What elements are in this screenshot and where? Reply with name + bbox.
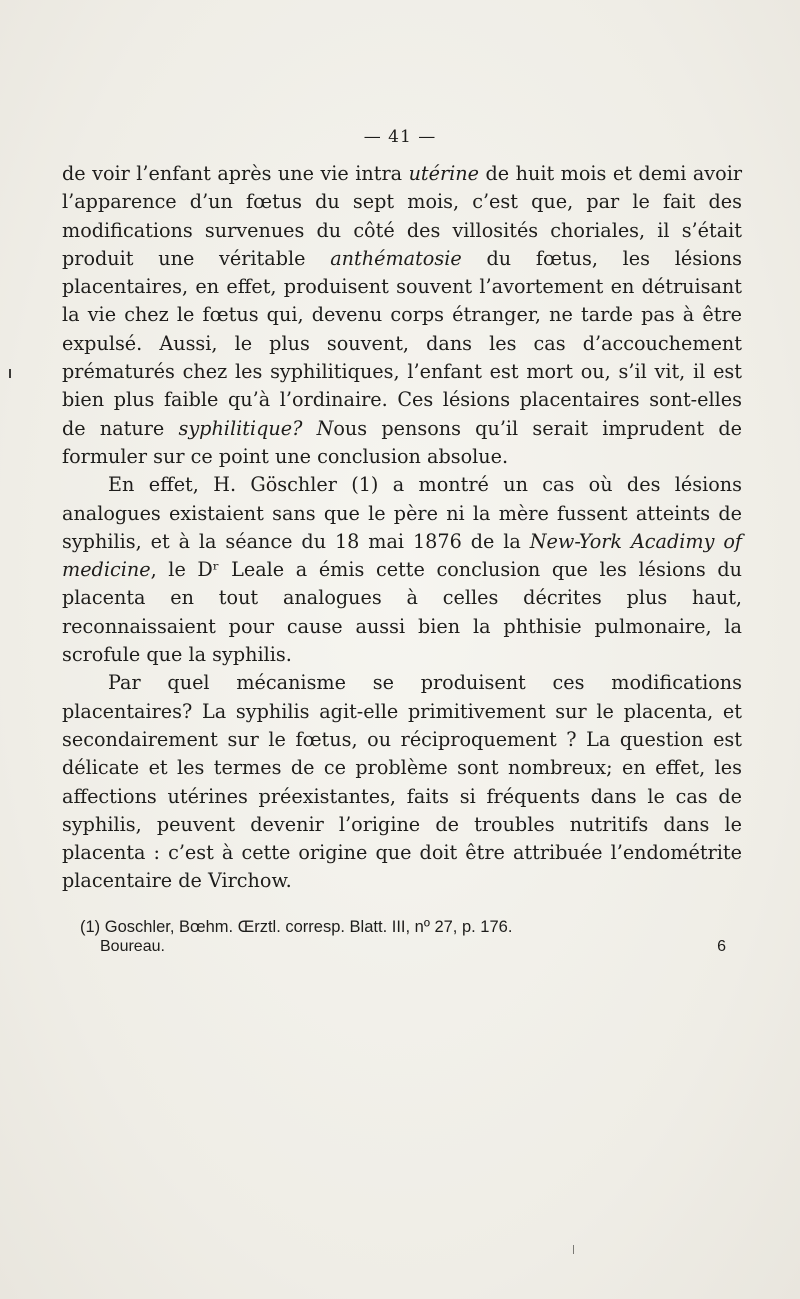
margin-mark: [9, 369, 11, 378]
paragraph-3: Par quel mécanisme se produisent ces modifications placentaires? La syphilis agit-elle primitivement sur le placenta, et secondairement sur le fœtus, ou réciproquement ? La question est délicate et les termes de ce problème sont nombreux; en effet, les affections utérines préexistantes, faits si fréquents dans le cas de syphilis, peuvent devenir l’origine de troubles nutritifs dans le placenta : c’est à cette origine que doit être attribuée l’endométrite placentaire de Virchow.: [62, 671, 742, 893]
p2-text-a: En effet, H. Göschler (1) a montré un cas où des lésions analogues existaient sans que le père ni la mère fussent atteints de syphilis, et à la séance du 18 mai 1876 de la: [62, 473, 742, 553]
p2-text-b: , le Dʳ Leale a émis cette conclusion que les lésions du placenta en tout analogues à celles décrites plus haut, reconnaissaient pour cause aussi bien la phthisie pulmonaire, la scrofule que la syphilis.: [62, 558, 742, 667]
p1-emphasis-anthematosie: anthématosie: [330, 246, 462, 270]
paragraph-1: [62, 160, 742, 471]
printer-signature: Boureau.: [100, 938, 165, 955]
p1-text-d: ous pensons qu’il serait imprudent de formuler sur ce point une conclusion absolue.: [62, 416, 743, 468]
p1-text-a: de voir l’enfant après une vie intra: [62, 162, 409, 185]
footnote: (1) Goschler, Bœhm. Œrztl. corresp. Blatt. III, nº 27, p. 176.: [80, 918, 513, 936]
p1-emphasis-syphilitique: syphilitique? N: [178, 416, 334, 440]
signature-number: 6: [717, 938, 726, 955]
body-text: [62, 160, 742, 896]
paper-speck: [573, 1245, 574, 1254]
p1-emphasis-uterine: utérine: [408, 162, 480, 185]
paragraph-2: [62, 471, 742, 669]
p2-emphasis-academy: New-York Acadimy of medicine: [62, 529, 743, 582]
page-number: — 41 —: [363, 127, 437, 147]
p1-text-c: du fœtus, les lésions placentaires, en effet, produisent souvent l’avortement en détruisant la vie chez le fœtus qui, devenu corps étranger, ne tarde pas à être expulsé. Aussi, le plus souvent, dans les cas d’accouchement prématurés chez les syphilitiques, l’enfant est mort ou, s’il vit, il est bien plus faible qu’à l’ordinaire. Ces lésions placentaires sont-elles de nature: [62, 246, 742, 440]
p1-text-b: de huit mois et demi avoir l’apparence d’un fœtus du sept mois, c’est que, par le fait des modifications survenues du côté des villosités choriales, il s’était produit une véritable: [62, 162, 743, 270]
